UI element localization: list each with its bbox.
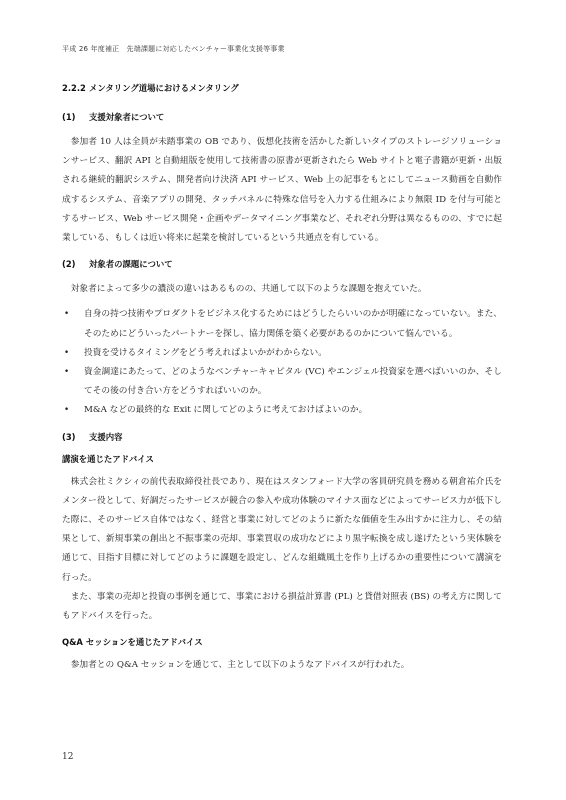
- subsection-2-paragraph: 対象者によって多少の濃淡の違いはあるものの、共通して以下のような課題を抱えていた。: [70, 284, 427, 295]
- lecture-advice-heading: 講演を通じたアドバイス: [62, 453, 154, 464]
- subsection-3-title: 支援内容: [89, 431, 123, 442]
- list-item-text: M&A などの最終的な Exit に関してどのように考えておけばよいのか。: [84, 405, 368, 416]
- section-number: 2.2.2: [62, 83, 86, 93]
- lecture-paragraph-1: 株式会社ミクシィの前代表取締役社長であり、現在はスタンフォード大学の客員研究員を務める朝倉祐介氏をメンター役として、好調だったサービスが競合の参入や成功体験のマイナス面などによってサービス力が低下した際に、そのサービス自体ではなく、経営と事業に対してどのように新たな価値を生み出すかに注力し、その結果として、新規事業の創出と不振事業の売却、事業買収の成功などにより黒字転換を成し遂げたという実体験を通じて、目指す目標に対してどのように課題を設定し、どんな組織風土を作り上げるかの重要性について講演を行った。: [62, 476, 502, 583]
- list-item: [62, 363, 502, 401]
- list-item: [62, 401, 502, 420]
- subsection-3-heading: [62, 431, 502, 443]
- issue-list: [62, 305, 502, 420]
- subsection-1-paragraph: 参加者 10 人は全員が未踏事業の OB であり、仮想化技術を活かした新しいタイプのストレージソリューションサービス、翻訳 API と自動組版を使用して技術書の原書が更新されたら Web サイトと電子書籍が更新・出版される継続的翻訳システム、開発者向け決済 API サービス、Web 上の記事をもとにしてニュース動画を自動作成するシステム、音楽アプリの開発、タッチパネルに特殊な信号を入力する仕組みにより無限 ID を付与可能とするサービス、Web サービス開発・企画やデータマイニング事業など、それぞれ分野は異なるものの、すでに起業している、もしくは近い将来に起業を検討しているという共通点を有している。: [62, 137, 502, 244]
- lecture-paragraph-2: また、事業の売却と投資の事例を通じて、事業における損益計算書 (PL) と貸借対照表 (BS) の考え方に関してもアドバイスを行った。: [62, 591, 502, 622]
- main-content: [62, 82, 502, 675]
- list-item-text: 自身の持つ技術やプロダクトをビジネス化するためにはどうしたらいいのかが明確になっていない。また、そのためにどういったパートナーを探し、協力関係を築く必要があるのかについて悩んでいる。: [84, 309, 502, 339]
- section-title: [62, 82, 502, 94]
- running-header: 平成 26 年度補正 先端課題に対応したベンチャー事業化支援等事業: [62, 45, 285, 53]
- bullet-icon: •: [64, 367, 70, 378]
- bullet-icon: •: [64, 347, 70, 358]
- subsection-1-heading: [62, 111, 502, 123]
- qa-paragraph: 参加者との Q&A セッションを通じて、主として以下のようなアドバイスが行われた。: [70, 660, 410, 671]
- bullet-icon: •: [64, 309, 70, 320]
- section-title-text: メンタリング道場におけるメンタリング: [89, 83, 239, 93]
- subsection-2-number: (2): [62, 259, 76, 270]
- list-item: [62, 305, 502, 343]
- subsection-3-number: (3): [62, 431, 76, 442]
- subsection-2-title: 対象者の課題について: [89, 259, 173, 270]
- subsection-2-heading: [62, 258, 502, 270]
- list-item-text: 投資を受けるタイミングをどう考えればよいかがわからない。: [84, 347, 327, 358]
- qa-advice-heading: Q&A セッションを通じたアドバイス: [62, 637, 203, 648]
- bullet-icon: •: [64, 405, 70, 416]
- list-item-text: 資金調達にあたって、どのようなベンチャーキャピタル (VC) やエンジェル投資家を選べばいいのか、そしてその後の付き合い方をどうすればいいのか。: [84, 367, 502, 397]
- page-number: 12: [62, 752, 74, 762]
- subsection-1-title: 支援対象者について: [89, 112, 165, 122]
- subsection-1-number: (1): [62, 112, 76, 122]
- list-item: [62, 344, 502, 363]
